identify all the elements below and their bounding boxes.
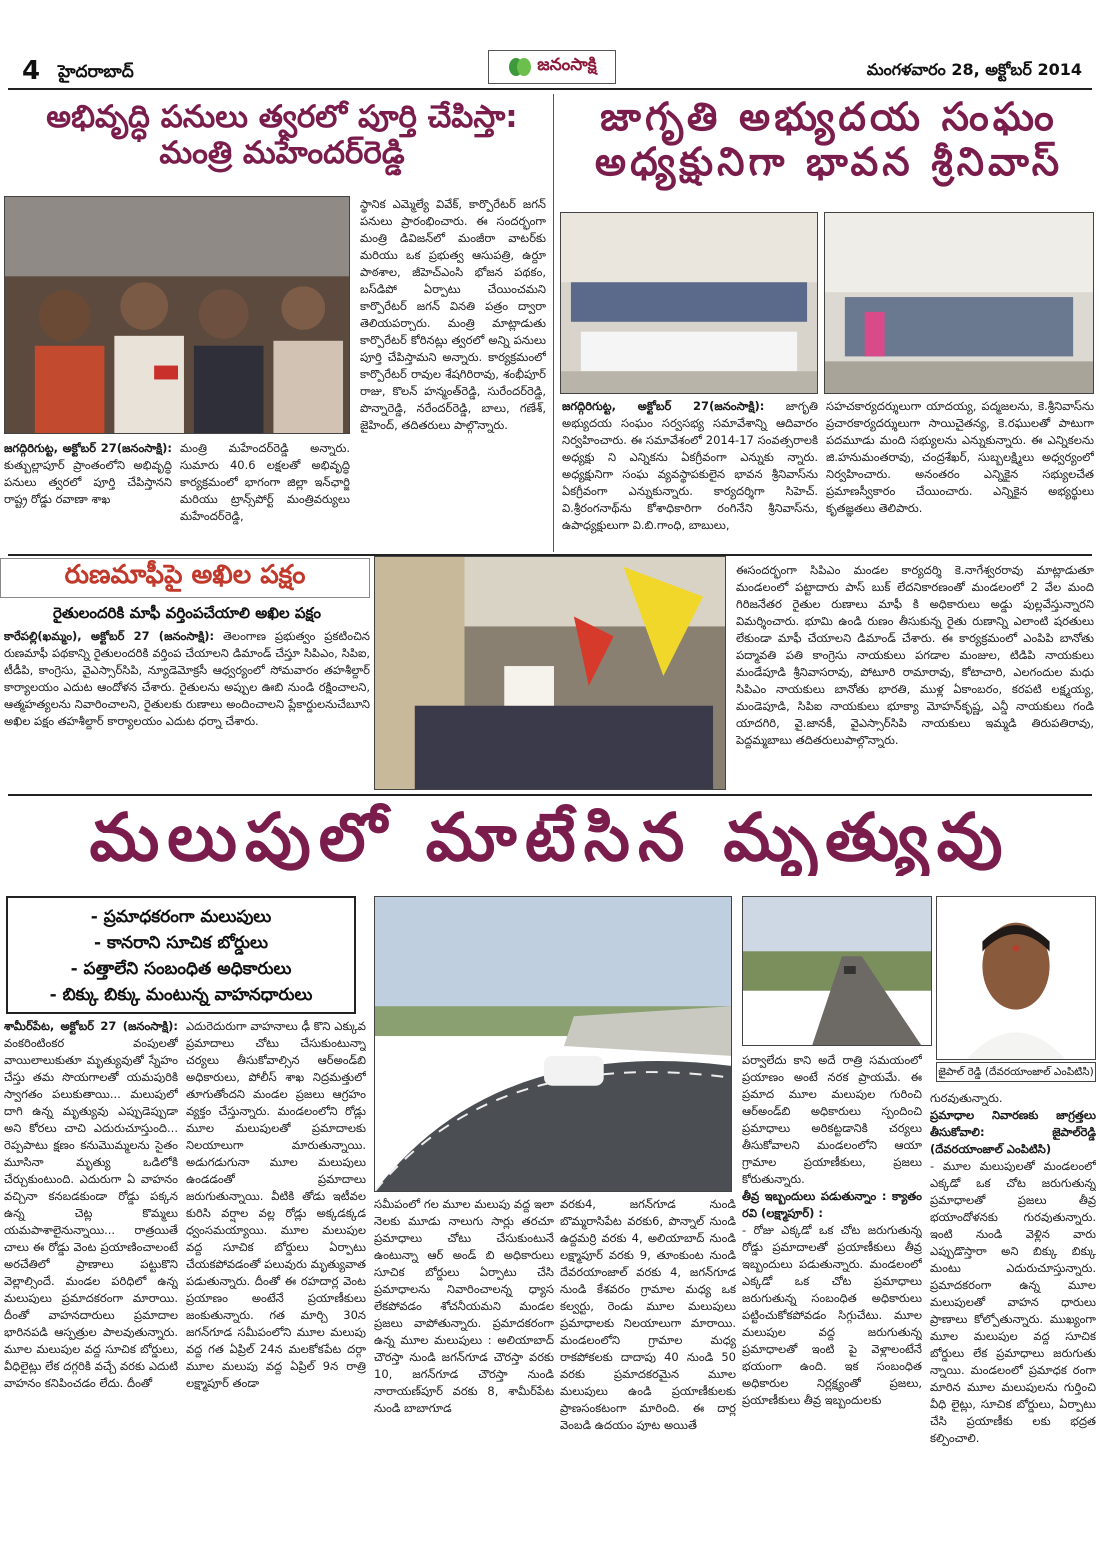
issue-date: మంగళవారం 28, అక్టోబర్ 2014 xyxy=(866,60,1082,79)
portrait-caption: జైపాల్ రెడ్డి (దేవరయాంజాల్ ఎంపిటిసి) xyxy=(936,1062,1096,1082)
story2-headline: జాగృతి అభ్యుదయ సంఘం అధ్యక్షునిగా భావన శ్రీనివాస్ xyxy=(594,96,1064,185)
story4-subhead-jaipal: ప్రమాధాల నివారణకు జాగ్రత్తలు తీసుకోవాలి: జైపాల్‌రెడ్డి (దేవరయాంజాల్ ఎంపిటిసి) xyxy=(930,1108,1096,1156)
story4-highlights xyxy=(6,896,356,1014)
story3-protest-photo xyxy=(374,556,726,790)
newspaper-logo[interactable] xyxy=(488,50,616,84)
story4-subhead-ravi: తీవ్ర ఇబ్బందులు పడుతున్నాం : క్యాతం రవి (లక్ష్మాపూర్) : xyxy=(742,1189,922,1220)
story2-photo-left xyxy=(560,212,818,394)
story2-col1: జగద్గిరిగుట్ట, అక్టోబర్ 27(జనంసాక్షి): జాగృతి అభ్యుదయ సంఘం సర్వసభ్య సమావేశాన్ని ఆదివారం నిర్వహించారు. ఈ సమావేశంలో 2014-17 సంవత్సరాలకి అధ్యక్షు ని ఎన్నికను ఏకగ్రీవంగా ఎన్నుకు న్నారు. అధ్యక్షునిగా సంఘ వ్యవస్థాపకులైన భావన శ్రీనివాస్‌ను ఏకగ్రీవంగా ఎన్నుకున్నారు. కార్యదర్శిగా సిహెచ్. వి.శ్రీరంగనాథ్‌ను కోశాధికారిగా రంగినేని శ్రీనివాస్‌ను, ఉపాధ్యక్షులుగా వి.బి.గాంధి, బాబులు, xyxy=(562,399,818,532)
section-rule-2 xyxy=(8,794,1092,796)
masthead-rule xyxy=(8,88,1092,90)
section-city: హైదరాబాద్ xyxy=(58,62,134,82)
story4-col3: సమీపంలో గల మూల మలుపు వద్ద ఇలా నెలకు మూడు నాలుగు సార్లు తరచూ ప్రమాధాలు చోటు చేసుకుంటునే ఉంటున్నా ఆర్ అండ్ బి అధికారులు సూచిక బోర్డులు ఏర్పాటు చేసి ప్రమాధాలను నివారించాలన్న ధ్యాస లేకపోవడం శోచనీయమని మండల ప్రజలు వాపోతున్నారు. ప్రమాదకరంగా ఉన్న మూల మలుపులు : అలియాబాద్ చౌరస్తా నుండి జగన్‌గూడ చౌరస్తా వరకు 10, జగన్‌గూడ చౌరస్తా నుండి నారాయణ్‌పూర్ వరకు 8, శామీర్‌పేట నుండి బాబాగూడ xyxy=(374,1197,554,1415)
road-photo-main xyxy=(374,896,732,1192)
story1-headline: అభివృద్ధి పనులు త్వరలో పూర్తి చేపిస్తా: మంత్రి మహేందర్‌రెడ్డి xyxy=(46,100,518,171)
story2-col2: సహచకార్యదర్శులుగా యాదయ్య, పద్మజలను, కె.శ్రీనివాస్‌ను ప్రచారకార్యదర్శులుగా సాయిచైతన్య, కె.రఘులతో పాటుగా పదమూడు మంది సభ్యులను ఎన్నుకున్నారు. ఈ ఎన్నికలను జి.హనుమంతరావు, చంద్రశేఖర్, సుబ్బలక్ష్మిలు అధ్వర్యంలో నిర్వహించారు. అనంతరం ఎన్నికైన సభ్యులచేత ప్రమాణస్వీకారం చేయించారు. ఎన్నికైన అభ్యర్థులు కృతజ్ఞతలు తెలిపారు. xyxy=(826,399,1094,515)
highlight-item: - కానరాని సూచిక బోర్డులు xyxy=(94,933,268,953)
column-divider xyxy=(553,94,554,552)
road-photo-small xyxy=(742,896,932,1046)
leaf-icon xyxy=(507,56,533,78)
story3-col1: కారేపల్లి(ఖమ్మం), అక్టోబర్ 27 (జనంసాక్షి): తెలంగాణ ప్రభుత్వం ప్రకటించిన రుణమాఫీ పథకాన్ని రైతులందరికి వర్తింప చేయాలని డిమాండ్ చేస్తూ సిపిఎం, సిపిఐ, టీడీపి, కాంగ్రెసు, వైఎస్సార్‌సిపి, న్యూడెమోక్రసీ ఆధ్వర్యంలో సోమవారం తహశీల్దార్ కార్యాలయం ఎదుట ఆందోళన చేశారు. రైతులను అప్పుల ఊబి నుండి రక్షించాలని, ఆత్మహత్యలను నివారించాలని, రైతులకు రుణాలు అందించాలని ప్లేకార్డులనుచేబూని అఖిల పక్షం తహశీల్దార్ కార్యాలయం ఎదుట ధర్నా చేశారు. xyxy=(4,629,370,728)
story3-col2: ఈసందర్భంగా సిపిఎం మండల కార్యదర్శి కె.నాగేశ్వరరావు మాట్లాడుతూ మండలంలో పట్టాదారు పాస్ బుక్ లేదనికారణంతో మండలంలో 2 వేల మంది గిరిజనేతర రైతుల రుణాలు మాఫీ కి అధికారులు అడ్డు పుల్లవేస్తున్నారని విమర్శించారు. భూమి ఉండి రుణం తీసుకున్న రైతు రుణాన్ని ఎలాంటి షరతులు లేకుండా మాఫీ చేయాలని డిమాండ్ చేశారు. ఈ కార్యక్రమంలో ఎంపిపి బానోతు పద్మావతి పతి కాంగ్రెసు నాయకులు పగడాల మంజుల, టిడిపి నాయకులు మండేపూడి శ్రీనివాసరావు, పోటూరి రామారావు, కోటాచారి, ఎలగందుల మధు సిపిఎం నాయకులు బానోతు భారతి, ముళ్ల ఏకాంబరం, కరపటి లక్ష్మయ్య, మండెపూడి, సిపిఐ నాయకులు భూక్యా మోహన్‌కృష్ణ, ఎన్డీ నాయకులు గండి యాదగిరి, వై.జానకీ, వైఎస్సార్‌సిపి నాయకులు ఇమ్మడి తిరుపతిరావు, పెద్దమ్మబాబు తదితరులుపాల్గొన్నారు. xyxy=(736,563,1094,747)
story4-col4: వరకు4, జగన్‌గూడ నుండి బొమ్మరాసిపేట వరకు6, పొన్నాల్ నుండి ఉద్దమర్రి వరకు 4, అలియాబాద్ నుండి లక్ష్మాపూర్ వరకు 9, తూంకుంట నుండి దేవరయాంజాల్ వరకు 4, జగన్‌గూడ నుండి కేశవరం గ్రామాల మధ్య ఒక కల్వర్టు, రెండు మూల మలుపులు ప్రమాధాలకు నిలయాలుగా మారాయి. మండలంలోని గ్రామాల మధ్య రాకపోకలకు దాదాపు 40 నుండి 50 వరకు ప్రమాదకరమైన మూల మలుపులు ఉండి ప్రయాణీకులకు ప్రాణసంకటంగా మారింది. ఈ దార్ల వెంబడి ఉదయం పూట అయితే xyxy=(560,1197,736,1432)
masthead xyxy=(0,0,1100,92)
story1-col2: మంత్రి మహేందర్‌రెడ్డి అన్నారు. సుమారు 40.6 లక్షలతో అభివృద్ధి కార్యక్రమంలో భాగంగా జిల్లా ఇన్‌ఛార్జి మరియు ట్రాన్స్‌పోర్ట్ మంత్రివర్యులు మహేందర్‌రెడ్డి, xyxy=(180,441,350,523)
story1-photo xyxy=(4,196,350,434)
story4-col2: ఎదురెదురుగా వాహనాలు ఢీ కొని ఎక్కువ ప్రమాదాలు చోటు చేసుకుంటున్నా చర్యలు తీసుకోవాల్సిన ఆర్‌అండ్‌బి అధికారులు, పోలీస్ శాఖ నిద్రమత్తులో తూగుతోందని మండల ప్రజలు ఆగ్రహం వ్యక్తం చేస్తున్నారు. మండలంలోని రోడ్లు మూల మలుపులతో ప్రమాదాలకు నిలయాలుగా మారుతున్నాయి. అడుగడుగునా మూల మలుపులు ఉండడంతో ప్రమాదాలు జరుగుతున్నాయి. వీటికి తోడు ఇటీవల కురిసి వర్షాల వల్ల రోడ్లు అక్కడక్కడ ధ్వంసమయ్యాయి. మూల మలుపుల వద్ద సూచిక బోర్డులు ఏర్పాటు చేయకపోవడంతో పలువురు మృత్యువాత పడుతున్నారు. దీంతో ఈ రహదార్ల వెంట ప్రయాణం అంటేనే ప్రయాణీకులు జంకుతున్నారు. గత మార్చి 30న జగన్‌గూడ సమీపంలోని మూల మలుపు వద్ద గత ఏప్రిల్ 24న మలకోకపేట దర్గా మూల మలుపు వద్ద ఏప్రిల్ 9న రాత్రి లక్ష్మాపూర్ తండా xyxy=(186,1019,366,1390)
portrait-photo xyxy=(936,896,1096,1060)
highlight-item: - ప్రమాధకరంగా మలుపులు xyxy=(90,907,272,927)
story2-photo-right xyxy=(824,212,1094,394)
story3-subheadline: రైతులందరికి మాఫీ వర్తింపచేయాలి అఖిల పక్షం xyxy=(53,604,321,622)
story1-col1: జగద్గిరిగుట్ట, అక్టోబర్ 27(జనంసాక్షి): కుత్బుల్లాపూర్ ప్రాంతంలోని అభివృద్ధి పనులు త్వరలో పూర్తి చేపిస్తానని రాష్ట్ర రోడ్డు రవాణా శాఖ xyxy=(4,441,172,506)
highlight-item: - పత్తాలేని సంబంధిత అధికారులు xyxy=(70,959,292,979)
story4-headline: మలుపులో మాటేసిన మృత్యువు xyxy=(89,800,1011,876)
story4-col6: గురవుతున్నారు. ప్రమాధాల నివారణకు జాగ్రత్తలు తీసుకోవాలి: జైపాల్‌రెడ్డి (దేవరయాంజాల్ ఎంపిటిసి) - మూల మలుపులతో మండలంలో ఎక్కడో ఒక చోట జరుగుతున్న ప్రమాధాలతో ప్రజలు తీవ్ర భయాందోళనకు గురవుతున్నారు. ఇంటి నుండి వెళ్లిన వారు ఎప్పుడొస్తారా అని బిక్కు బిక్కు మంటు ఎదురుచూస్తున్నారు. ప్రమాదకరంగా ఉన్న మూల మలుపులతో వాహన ధారులు ప్రాణాలు కోల్పోతున్నారు. ముఖ్యంగా మూల మలుపుల వద్ద సూచిక బోర్డులు లేక ప్రమాధాలు జరుగుతు న్నాయి. మండలంలో ప్రమాధక రంగా మారిన మూల మలుపులను గుర్తించి వీధి లైట్లు, సూచిక బోర్డులు, ఏర్పాటు చేసి ప్రయాణీకు లకు భద్రత కల్పించాలి. xyxy=(930,1091,1096,1445)
story3-dateline: కారేపల్లి(ఖమ్మం), అక్టోబర్ 27 (జనంసాక్షి): xyxy=(4,629,215,643)
story4-col1: శామీర్‌పేట, అక్టోబర్ 27 (జనంసాక్షి): వంకరింటింకర వంపులతో వాయిలాలుకుతూ మృత్యువుతో స్నేహం చేస్తు తమ సొయగాలతో యమపురికి స్వాగతం పలుకుతాయి... మలుపులో దాగి ఉన్న మృత్యువు ఎప్పుడెప్పుడా అని కోరలు చాచి ఎదురుచూస్తుంది... రెప్పపాటు క్షణం కనుమొమ్మలను సైతం మూసినా మృత్యు ఒడిలోకి చేర్చుకుంటుంది. ఎదురుగా ఏ వాహనం వచ్చినా కనబడకుండా రోడ్డు పక్కన ఉన్న చెట్ల కొమ్మలు యమపాశాలైనున్నాయి... రాత్రయితే చాలు ఈ రోడ్డు వెంట ప్రయాణించాలంటే అరచేతిలో ప్రాణాలు పట్టుకొని వెల్లాల్సిందే. మండల పరిధిలో ఉన్న మలుపులు ప్రమాదకరంగా మారాయి. దీంతో వాహనదారులు ప్రమాదాల భారినపడి ఆస్పత్రుల పాలవుతున్నారు. మూల మలుపుల వద్ద సూచిక బోర్డులు, వీధిలైట్లు లేక దగ్గరికి వచ్చే వరకు ఎదుటి వాహనం కనిపించడం లేదు. దీంతో xyxy=(4,1019,178,1390)
story2-dateline: జగద్గిరిగుట్ట, అక్టోబర్ 27(జనంసాక్షి): xyxy=(562,399,765,413)
story3-headline: రుణమాఫీపై అఖిల పక్షం xyxy=(64,560,306,590)
page-number: 4 xyxy=(22,56,41,86)
logo-text: జనంసాక్షి xyxy=(537,55,597,75)
story1-col3: స్థానిక ఎమ్మెల్యే వివేక్, కార్పొరేటర్ జగన్ పనులు ప్రారంభించారు. ఈ సందర్భంగా మంత్రి డివిజన్‌లో మంజీరా వాటర్‌కు మరియు ఒక ప్రభుత్వ ఆసుపత్రి, ఉర్దూ పాఠశాల, జీహెచ్‌ఎంసి భోజన పథకం, బస్‌డిపో ఏర్పాటు చేయించమని కార్పొరేటర్ జగన్ వినతి పత్రం ద్వారా తెలియపర్చారు. మంత్రి మాట్లాడుతు కార్పొరేటర్ కోరినట్లు త్వరలో అన్ని పనులు పూర్తి చేపిస్తామని అన్నారు. కార్యక్రమంలో కార్పొరేటర్ రావుల శేషగిరిరావు, శంభీపూర్ రాజు, కొలన్ హన్మంత్‌రెడ్డి, సురేందర్‌రెడ్డి, పొన్నారెడ్డి, నరేందర్‌రెడ్డి, బాలు, గణేశ్, జైహింద్, తదితరులు పాల్గొన్నారు. xyxy=(360,197,546,432)
highlight-item: - బిక్కు బిక్కు మంటున్న వాహనధారులు xyxy=(49,985,313,1005)
story1-dateline: జగద్గిరిగుట్ట, అక్టోబర్ 27(జనంసాక్షి): xyxy=(4,441,172,455)
story4-col5: పర్వాలేదు కాని అదే రాత్రి సమయంలో ప్రయాణం అంటే నరక ప్రాయమే. ఈ ప్రమాద మూల మలుపుల గురించి ఆర్‌అండ్‌బి అధికారులు స్పందించి ప్రమాధాలు అరికట్టడానికి చర్యలు తీసుకోవాలని మండలంలోని ఆయా గ్రామాల ప్రయాణీకులు, ప్రజలు కోరుతున్నారు. తీవ్ర ఇబ్బందులు పడుతున్నాం : క్యాతం రవి (లక్ష్మాపూర్) : - రోజు ఎక్కడో ఒక చోట జరుగుతున్న రోడ్డు ప్రమాదాలతో ప్రయాణీకులు తీవ్ర ఇబ్బందులు పడుతున్నారు. మండలంలో ఎక్కడో ఒక చోట ప్రమాధాలు జరుగుతున్న సంబంధిత అధికారులు పట్టించుకోకపోవడం సిగ్గుచేటు. మూల మలుపుల వద్ద జరుగుతున్న ప్రమాధాలతో ఇంటి పై వెళ్లాలంటేనే భయంగా ఉంది. ఇక సంబంధిత అధికారుల నిర్లక్ష్యంతో ప్రజలు, ప్రయాణీకులు తీవ్ర ఇబ్బందులకు xyxy=(742,1053,922,1407)
story3-headline-box xyxy=(0,558,370,598)
story4-dateline: శామీర్‌పేట, అక్టోబర్ 27 (జనంసాక్షి): xyxy=(4,1019,178,1033)
